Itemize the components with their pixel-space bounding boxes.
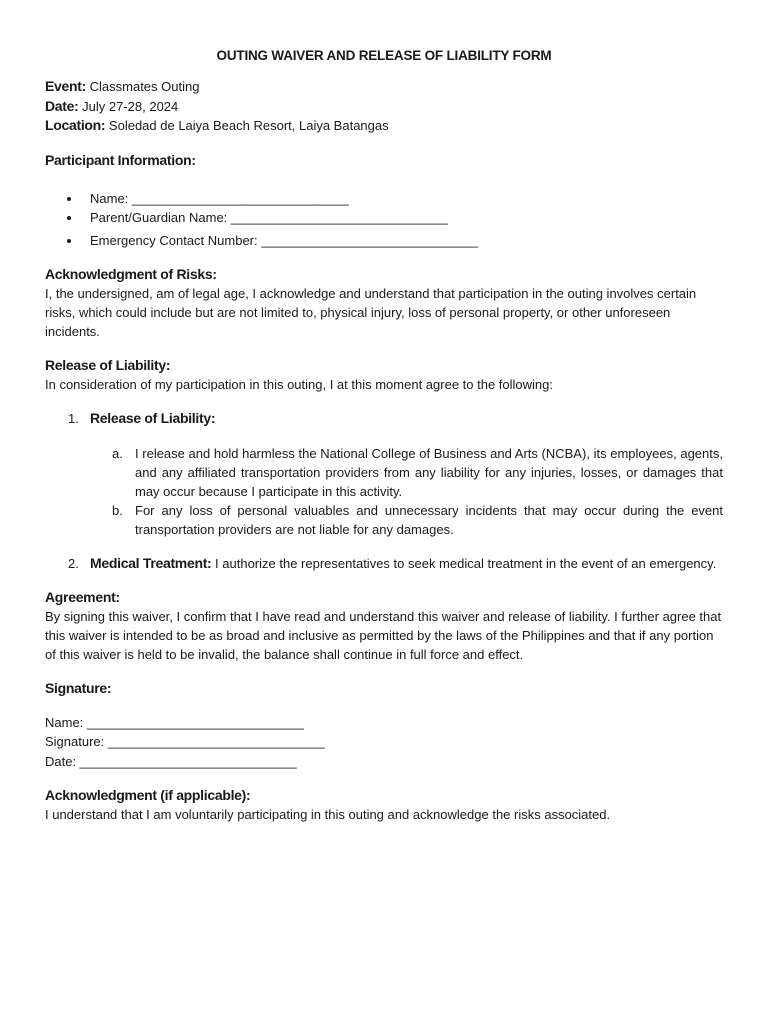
release-terms-list: [45, 409, 723, 573]
date-line: [45, 97, 723, 117]
event-value: Classmates Outing: [89, 79, 200, 94]
term-1b: [90, 501, 723, 539]
participant-name-field[interactable]: Name: ______________________________: [45, 189, 723, 208]
term-1-heading: Release of Liability:: [90, 409, 216, 426]
participant-fields: [45, 189, 723, 250]
acknowledgment-text: I understand that I am voluntarily participating in this outing and acknowledge the risks associated.: [45, 807, 611, 822]
release-heading: Release of Liability:: [45, 356, 171, 373]
release-term-2: [45, 554, 723, 573]
agreement-text: By signing this waiver, I confirm that I have read and understand this waiver and release of liability. I further agree that this waiver is intended to be as broad and inclusive as permitted by the laws of the Philippines and that if any portion of this waiver is held to be invalid, the balance shall continue in full force and effect.: [45, 608, 722, 662]
location-value: Soledad de Laiya Beach Resort, Laiya Batangas: [108, 118, 389, 133]
acknowledgment-heading: Acknowledgment (if applicable):: [45, 787, 251, 803]
term-1a-text: I release and hold harmless the National College of Business and Arts (NCBA), its employees, agents, and any affiliated transportation providers from any liability for any injuries, losses, or damages that may occur because I participate in this activity.: [135, 445, 723, 499]
location-line: [45, 116, 723, 136]
release-term-1: [45, 409, 723, 539]
term-1b-text: For any loss of personal valuables and unnecessary incidents that may occur during the event transportation providers are not liable for any damages.: [135, 502, 723, 537]
date-value: July 27-28, 2024: [82, 98, 179, 114]
event-line: [45, 77, 723, 97]
signature-name-field[interactable]: Name: ______________________________: [45, 714, 304, 730]
signature-heading: Signature:: [45, 679, 112, 696]
waiver-document: [45, 44, 723, 824]
event-details: [45, 77, 723, 136]
risks-text: I, the undersigned, am of legal age, I acknowledge and understand that participation in the outing involves certain risks, which could include but are not limited to, physical injury, loss of personal property, or other unforeseen incidents.: [45, 285, 697, 339]
participant-heading: Participant Information:: [45, 151, 196, 168]
form-title: OUTING WAIVER AND RELEASE OF LIABILITY FORM: [216, 48, 552, 63]
term-1b-letter: b.: [112, 502, 123, 518]
release-intro: In consideration of my participation in this outing, I at this moment agree to the following:: [45, 376, 553, 392]
term-2-number: 2.: [68, 555, 79, 571]
term-1a: [90, 444, 723, 501]
date-label: Date:: [45, 97, 79, 114]
signature-date-field[interactable]: Date: ______________________________: [45, 753, 297, 769]
location-label: Location:: [45, 117, 106, 133]
parent-guardian-field[interactable]: Parent/Guardian Name: ______________________________: [45, 208, 723, 227]
event-label: Event:: [45, 78, 86, 94]
term-1a-letter: a.: [112, 445, 123, 461]
emergency-contact-field[interactable]: Emergency Contact Number: ______________________________: [45, 231, 723, 250]
agreement-heading: Agreement:: [45, 588, 120, 605]
signature-field[interactable]: Signature: ______________________________: [45, 734, 325, 749]
term-1-number: 1.: [68, 410, 79, 426]
term-1-subitems: [90, 444, 723, 539]
risks-heading: Acknowledgment of Risks:: [45, 265, 217, 282]
term-2-heading: Medical Treatment:: [90, 554, 212, 571]
term-2-text: I authorize the representatives to seek medical treatment in the event of an emergency.: [215, 555, 717, 571]
